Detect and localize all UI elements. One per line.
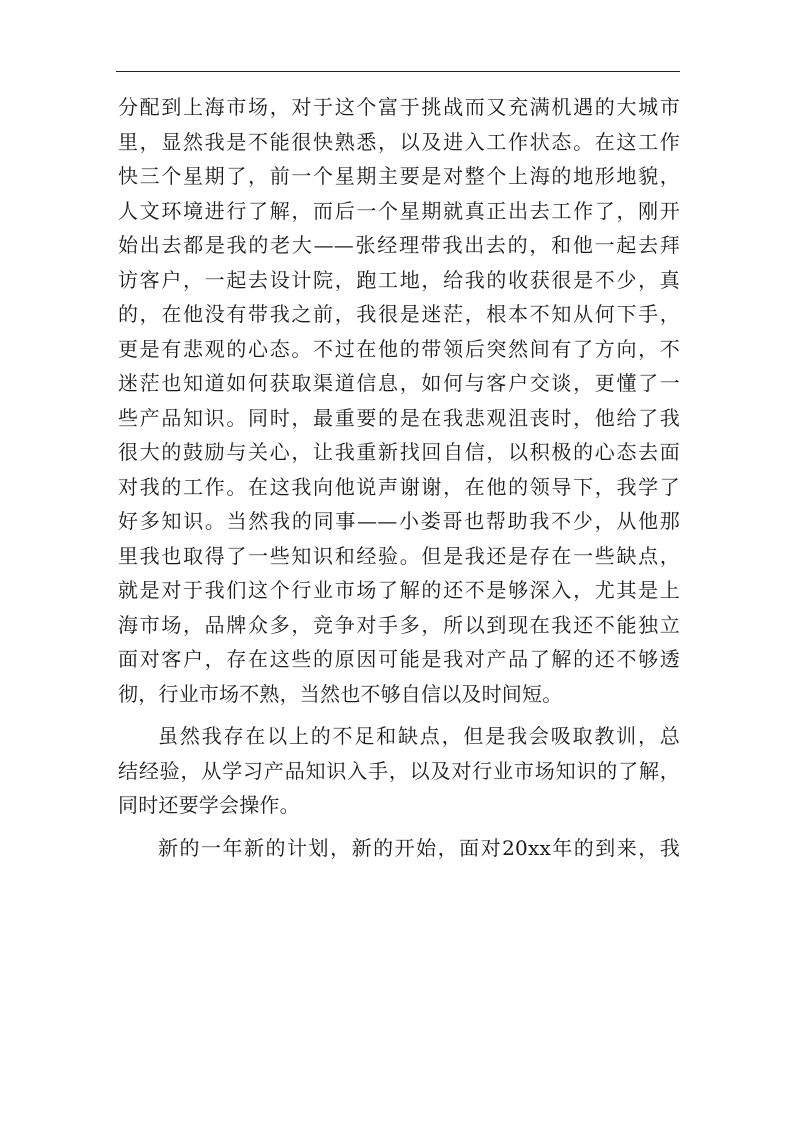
- text-line: 人文环境进行了解，而后一个星期就真正出去工作了，刚开: [118, 198, 680, 223]
- text-line: 里我也取得了一些知识和经验。但是我还是存在一些缺点，: [118, 543, 680, 568]
- text-line: 新的一年新的计划，新的开始，面对20xx年的到来，我: [158, 835, 680, 860]
- text-line: 面对客户，存在这些的原因可能是我对产品了解的还不够透: [118, 647, 680, 671]
- text-line: 彻，行业市场不熟，当然也不够自信以及时间短。: [118, 681, 563, 706]
- paragraph-spacer: [118, 711, 680, 719]
- text-line: 里，显然我是不能很快熟悉，以及进入工作状态。在这工作: [118, 129, 680, 154]
- text-line: 同时还要学会操作。: [118, 793, 300, 817]
- document-body: [118, 90, 680, 865]
- paragraph-2: [118, 719, 680, 823]
- text-line: 海市场，品牌众多，竞争对手多，所以到现在我还不能独立: [118, 612, 680, 637]
- text-line: 好多知识。当然我的同事——小娄哥也帮助我不少，从他那: [118, 509, 680, 533]
- paragraph-spacer: [118, 823, 680, 831]
- text-line: 迷茫也知道如何获取渠道信息，如何与客户交谈，更懂了一: [118, 371, 680, 395]
- paragraph-1: [118, 90, 680, 711]
- text-line: 始出去都是我的老大——张经理带我出去的，和他一起去拜: [118, 233, 680, 257]
- text-line: 访客户，一起去设计院，跑工地，给我的收获很是不少，真: [118, 267, 680, 292]
- header-rule: [116, 71, 680, 72]
- text-line: 结经验，从学习产品知识入手，以及对行业市场知识的了解，: [118, 758, 680, 783]
- text-line: 更是有悲观的心态。不过在他的带领后突然间有了方向，不: [118, 336, 680, 361]
- text-line: 对我的工作。在这我向他说声谢谢，在他的领导下，我学了: [118, 474, 680, 499]
- text-line: 很大的鼓励与关心，让我重新找回自信，以积极的心态去面: [118, 440, 680, 464]
- text-line: 快三个星期了，前一个星期主要是对整个上海的地形地貌，: [118, 164, 680, 188]
- text-line: 些产品知识。同时，最重要的是在我悲观沮丧时，他给了我: [118, 405, 680, 430]
- text-line: 虽然我存在以上的不足和缺点，但是我会吸取教训，总: [158, 724, 680, 748]
- text-line: 的，在他没有带我之前，我很是迷茫，根本不知从何下手，: [118, 302, 680, 326]
- paragraph-3: [118, 831, 680, 866]
- text-line: 就是对于我们这个行业市场了解的还不是够深入，尤其是上: [118, 578, 680, 602]
- text-line: 分配到上海市场，对于这个富于挑战而又充满机遇的大城市: [118, 95, 680, 119]
